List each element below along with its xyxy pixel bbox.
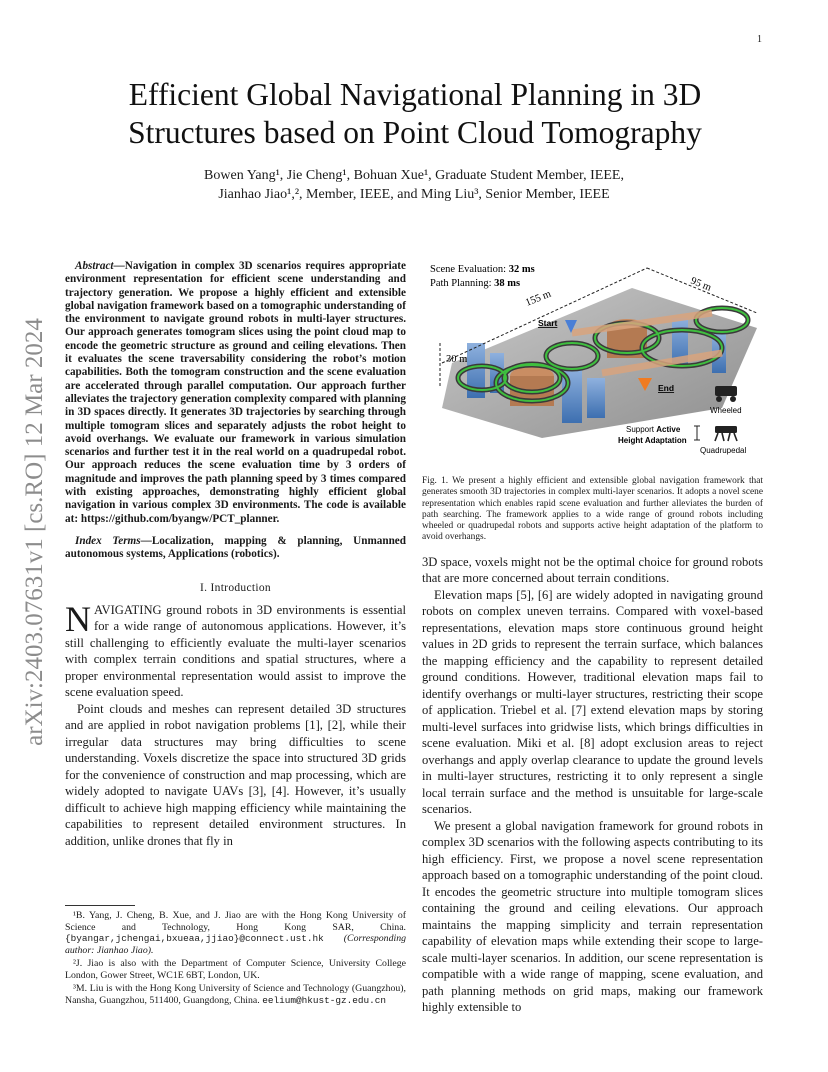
abstract [65, 260, 406, 526]
height-adaptation-label: Height Adaptation [618, 436, 687, 445]
page-number: 1 [757, 34, 762, 45]
paper-title: Efficient Global Navigational Planning in 3D Structures based on Point Cloud Tomography [128, 77, 702, 150]
right-paragraph-0: 3D space, voxels might not be the optimal choice for ground robots that are more concerned about terrain conditions. [422, 554, 763, 586]
index-terms-label: Index Terms [75, 534, 141, 547]
introduction-body [65, 598, 406, 850]
author-line-2: Jianhao Jiao¹,², Member, IEEE, and Ming Liu³, Senior Member, IEEE [218, 187, 610, 202]
dimension-label-155: 155 m [524, 288, 553, 309]
scene-evaluation-label: Scene Evaluation: 32 ms [430, 264, 535, 275]
building-block [587, 378, 605, 418]
footnote-2: ²J. Jiao is also with the Department of Computer Science, University College London, Gower Street, WC1E 6BT, London, UK. [65, 958, 406, 981]
dimension-label-30: 30 m [446, 354, 468, 365]
author-list [100, 166, 728, 204]
author-line-1: Bowen Yang¹, Jie Cheng¹, Bohuan Xue¹, Graduate Student Member, IEEE, [204, 168, 624, 183]
quadrupedal-robot-icon [715, 426, 737, 441]
footnote-3-email: eelium@hkust-gz.edu.cn [262, 994, 386, 1006]
footnote-1-email: {byangar,jchengai,bxueaa,jjiao}@connect.ust.hk [65, 933, 324, 944]
quadrupedal-label: Quadrupedal [700, 446, 747, 455]
footnote-1 [65, 910, 406, 956]
intro-paragraph-1-text: AVIGATING ground robots in 3D environments is essential for a wide range of autonomous applications. However, it’s still challenging to efficiently evaluate the multi-layer scenarios with complex terrain conditions and spatial structures, where a proper environmental representation would assist to improve the scene evaluation speed. [65, 602, 406, 700]
footnote-1-text: ¹B. Yang, J. Cheng, B. Xue, and J. Jiao are with the Hong Kong University of Science and Technology, Hong Kong SAR, China. [65, 910, 406, 933]
end-label: End [658, 383, 675, 393]
wheeled-label: Wheeled [710, 406, 742, 415]
figure-1-caption [422, 476, 763, 544]
footnote-rule [65, 905, 135, 906]
footnote-3-text: ³M. Liu is with the Hong Kong University of Science and Technology (Guangzhou), Nansha, Guangzhou, 511400, Guangdong, China. [65, 983, 406, 1006]
right-column [422, 258, 763, 1016]
abstract-text: —Navigation in complex 3D scenarios requires appropriate environment representation for efficient scene understanding and trajectory generation. We propose a highly efficient and extensible global navigation framework based on a tomographic understanding of the environment to navigate ground robots in multi-layer structures. Our approach generates tomogram slices using the point cloud map to encode the geometric structure as ground and ceiling elevations. Then it evaluates the scene traversability considering the robot’s motion capabilities. Both the tomogram construction and the scene evaluation are accelerated through parallel computation. Our approach further alleviates the trajectory generation complexity compared with planning in 3D spaces directly. It generates 3D trajectories by searching through multiple tomogram slices and separately adjusts the robot height to avoid overhangs. We evaluate our framework in various simulation scenarios and further test it in the real world on a quadrupedal robot. Our approach reduces the scene evaluation time by 3 orders of magnitude and improves the path planning speed by 3 times compared with existing approaches, demonstrating highly efficient global navigation in various complex 3D environments. The code is available at: https://github.com/byangw/PCT_planner. [65, 260, 406, 525]
start-label: Start [538, 318, 558, 328]
footnotes [65, 905, 406, 1008]
footnote-3 [65, 983, 406, 1006]
figure-1-illustration [422, 258, 763, 468]
abstract-label: Abstract [75, 260, 114, 272]
index-terms-text: —Localization, mapping & planning, Unmanned autonomous systems, Applications (robotics). [65, 534, 406, 561]
path-planning-label: Path Planning: 38 ms [430, 278, 521, 289]
right-column-body [422, 554, 763, 1016]
arxiv-stamp: arXiv:2403.07631v1 [cs.RO] 12 Mar 2024 [21, 318, 48, 746]
right-paragraph-2: We present a global navigation framework for ground robots in complex 3D scenarios with the following aspects contributing to its high efficiency. First, we propose a novel scene representation approach based on a tomographic understanding of the point cloud. It encodes the geometric structure into multiple tomogram slices containing the ground and ceiling elevations. Our approach maintains the mapping simplicity and terrain representation capability of elevation maps while extending their scope to large-scale multi-layer scenarios. In addition, our scene representation is compatible with a wide range of mapping, scene evaluation, and path planning methods on grid maps, making our framework highly extensible to [422, 818, 763, 1015]
support-label: Support Active [626, 425, 681, 434]
figure-1-caption-label: Fig. 1. [422, 476, 449, 486]
left-column [65, 260, 406, 849]
right-paragraph-1: Elevation maps [5], [6] are widely adopted in navigating ground robots on complex uneven terrains. Compared with voxel-based representations, elevation maps store continuous ground height values in 2D grids to represent the terrain surface, which balances the mapping efficiency and the capability to represent detailed ground conditions. However, traditional elevation maps fail to identify overhangs or multi-layer structures, restricting their scope of application. Triebel et al. [7] extend elevation maps by storing multi-level surfaces into gridwise lists, which brings difficulties in scene evaluation. Miki et al. [8] adopt exclusion areas to reject overhangs and apply overlap clearance to update the ground levels in multi-layer structures, restricting it to only represent a single local terrain surface and the method is unsuitable for large-scale scenarios. [422, 587, 763, 817]
footnote-1-corresponding: (Corresponding author: Jianhao Jiao). [65, 933, 406, 956]
figure-1 [422, 258, 763, 468]
intro-paragraph-1 [65, 598, 406, 701]
section-heading-introduction: I. Introduction [200, 581, 271, 594]
intro-paragraph-2: Point clouds and meshes can represent detailed 3D structures and are applied in robot navigation problems [1], [2], while their irregular data structures may bring difficulties to scene understanding. Voxels discretize the space into structured 3D grids for the convenience of construction and map processing, which are widely adopted to navigate UAVs [3], [4]. However, it’s usually difficult to achieve high mapping efficiency while maintaining the capabilities to represent detailed environment structures. In addition, unlike drones that fly in [65, 701, 406, 848]
drop-cap: N [65, 598, 91, 639]
index-terms [65, 535, 406, 562]
dimension-label-95: 95 m [688, 275, 713, 294]
figure-1-caption-text: We present a highly efficient and extensible global navigation framework that generates smooth 3D trajectories in complex multi-layer scenarios. It adopts a novel scene representation which enables rapid scene evaluation and further alleviates the burden of path searching. The framework applies to a wide range of ground robots including wheeled or quadrupedal robots and supports active height adaptation of the platform to avoid overhangs. [422, 476, 763, 543]
wheeled-robot-icon [715, 386, 737, 402]
